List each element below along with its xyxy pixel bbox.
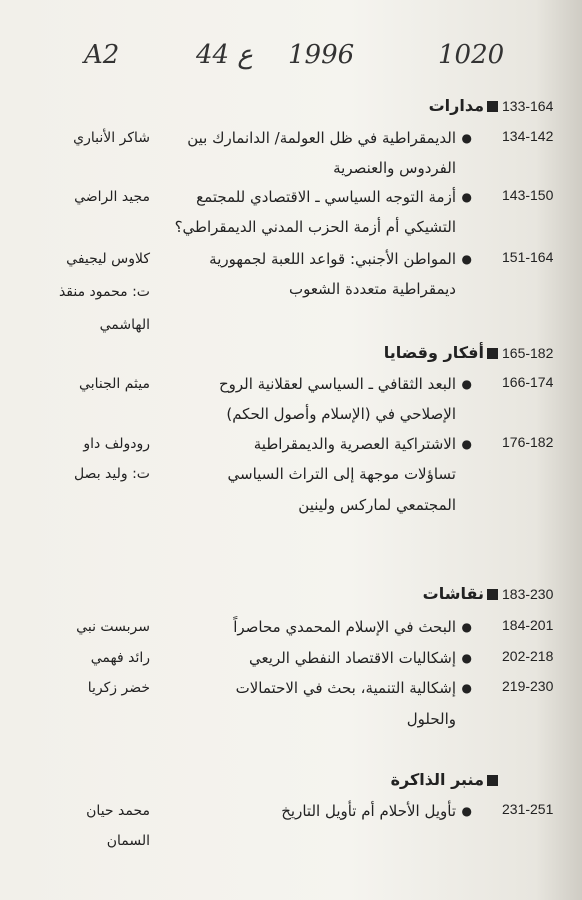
entry-pages: 151-164 [502, 249, 554, 265]
entry-author: سربست نبي [76, 619, 150, 635]
entry-author: مجيد الراضي [74, 189, 150, 205]
entry-translator: ت: محمود منقذ [58, 284, 150, 300]
entry-title-line: المواطن الأجنبي: قواعد اللعبة لجمهورية [209, 250, 456, 268]
entry-title-line: الإصلاحي في (الإسلام وأصول الحكم) [226, 405, 456, 423]
bullet-icon: ● [461, 190, 472, 204]
entry-translator-cont: الهاشمي [99, 317, 150, 333]
section-pages: 133-164 [502, 98, 554, 114]
section-header [0, 98, 582, 128]
bullet-icon: ● [461, 804, 472, 818]
section-header [0, 772, 582, 802]
section-header [0, 586, 582, 616]
entry-title-line: أزمة التوجه السياسي ـ الاقتصادي للمجتمع [196, 188, 456, 206]
section-title: منبر الذاكرة [390, 770, 484, 789]
section-square-icon [487, 775, 498, 786]
entry-pages: 143-150 [502, 187, 554, 203]
section-square-icon [487, 101, 498, 112]
entry-title-line: الفردوس والعنصرية [333, 159, 456, 177]
bullet-icon: ● [461, 620, 472, 634]
handwritten-note-number: 1020 [438, 40, 505, 70]
entry-title-line: المجتمعي لماركس ولينين [298, 496, 456, 514]
section-pages: 183-230 [502, 586, 554, 602]
section-title: نقاشات [422, 584, 484, 603]
handwritten-note-a2: A2 [84, 40, 120, 70]
entry-pages: 184-201 [502, 617, 554, 633]
entry-pages: 134-142 [502, 128, 554, 144]
entry-title-line: البعد الثقافي ـ السياسي لعقلانية الروح [218, 375, 456, 393]
entry-author: رائد فهمي [90, 650, 150, 666]
section-pages: 165-182 [502, 345, 554, 361]
entry-author: محمد حيان [86, 803, 150, 819]
entry-author: خضر زكريا [87, 680, 150, 696]
entry-title-line: إشكالية التنمية، بحث في الاحتمالات [235, 679, 456, 697]
section-title: أفكار وقضايا [383, 343, 484, 362]
entry-title-line: ديمقراطية متعددة الشعوب [288, 280, 456, 298]
bullet-icon: ● [461, 252, 472, 266]
entry-pages: 202-218 [502, 648, 554, 664]
entry-title-line: البحث في الإسلام المحمدي محاصراً [233, 618, 456, 636]
entry-title-line: الاشتراكية العصرية والديمقراطية [253, 435, 456, 453]
handwritten-note-year: 1996 [288, 40, 355, 70]
entry-title-line: تأويل الأحلام أم تأويل التاريخ [281, 802, 456, 820]
section-square-icon [487, 348, 498, 359]
entry-title-line: تساؤلات موجهة إلى التراث السياسي [227, 465, 456, 483]
entry-title-line: إشكاليات الاقتصاد النفطي الريعي [249, 649, 456, 667]
entry-author: كلاوس ليجيفي [66, 251, 150, 267]
entry-title-line: والحلول [406, 710, 456, 728]
entry-author: ميثم الجنابي [79, 376, 150, 392]
section-header [0, 345, 582, 375]
entry-author-cont: السمان [106, 833, 150, 849]
bullet-icon: ● [461, 651, 472, 665]
entry-pages: 231-251 [502, 801, 554, 817]
section-title: مدارات [428, 96, 484, 115]
entry-translator: ت: وليد بصل [73, 466, 150, 482]
handwritten-note-issue: 44 ع [196, 40, 253, 70]
bullet-icon: ● [461, 681, 472, 695]
bullet-icon: ● [461, 437, 472, 451]
entry-author: شاكر الأنباري [73, 130, 150, 146]
bullet-icon: ● [461, 377, 472, 391]
entry-title-line: التشيكي أم أزمة الحزب المدني الديمقراطي؟ [174, 218, 456, 236]
entry-author: رودولف داو [83, 436, 150, 452]
entry-pages: 176-182 [502, 434, 554, 450]
bullet-icon: ● [461, 131, 472, 145]
entry-pages: 219-230 [502, 678, 554, 694]
entry-title-line: الديمقراطية في ظل العولمة/ الدانمارك بين [187, 129, 456, 147]
section-square-icon [487, 589, 498, 600]
entry-pages: 166-174 [502, 374, 554, 390]
